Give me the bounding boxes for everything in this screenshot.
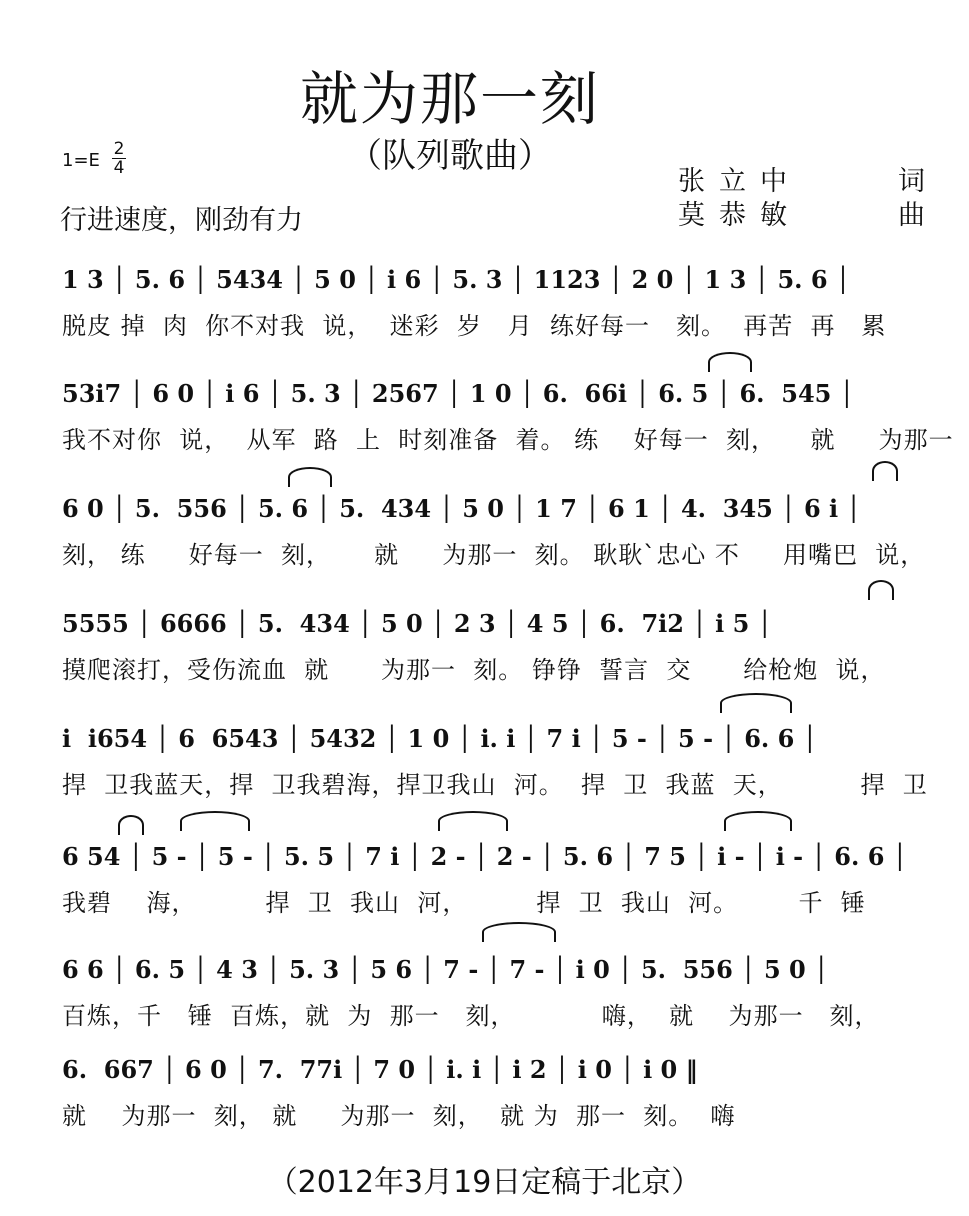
subtitle: （队列歌曲）: [348, 136, 552, 176]
lyrics: 刻， 练 好每一 刻， 就 为那一 刻。 耿耿`忠心 不 用嘴巴 说，: [62, 541, 926, 569]
lyricist: [678, 165, 925, 199]
time-signature: [112, 140, 126, 177]
composer-name: 莫恭敏: [678, 200, 801, 231]
slur-mark: [118, 815, 144, 835]
title: 就为那一刻: [299, 65, 600, 133]
tie-mark: [724, 811, 792, 831]
lyrics: 我不对你 说， 从军 路 上 时刻准备 着。 练 好每一 刻， 就 为那一: [62, 426, 954, 454]
lyrics: 就 为那一 刻， 就 为那一 刻， 就 为 那一 刻。 嗨: [62, 1102, 736, 1130]
composer-role: 曲: [898, 200, 925, 231]
notation: 6 6 │ 6. 5 │ 4 3 │ 5. 3 │ 5 6 │ 7 - │ 7 - │ i 0 │ 5. 556 │ 5 0 │: [62, 955, 829, 984]
notation: 6. 667 │ 6 0 │ 7. 77i │ 7 0 │ i. i │ i 2 │ i 0 │ i 0 ‖: [62, 1055, 698, 1084]
credits: [678, 165, 925, 233]
lyrics: 摸爬滚打，受伤流血 就 为那一 刻。 铮铮 誓言 交 给枪炮 说，: [62, 656, 886, 684]
tie-mark: [482, 922, 556, 942]
tie-mark: [180, 811, 250, 831]
composition-date: （2012年3月19日定稿于北京）: [267, 1165, 702, 1200]
time-signature-top: 2: [113, 139, 125, 159]
slur-mark: [872, 461, 898, 481]
lyrics: 捍 卫我蓝天，捍 卫我碧海，捍卫我山 河。 捍 卫 我蓝 天， 捍 卫: [62, 771, 928, 799]
lyrics: 百炼，千 锤 百炼，就 为 那一 刻， 嗨， 就 为那一 刻，: [62, 1002, 880, 1030]
slur-mark: [288, 467, 332, 487]
composer: [678, 199, 925, 233]
notation: 5555 │ 6666 │ 5. 434 │ 5 0 │ 2 3 │ 4 5 │ 6. 7i2 │ i 5 │: [62, 609, 773, 638]
lyricist-name: 张立中: [678, 166, 801, 197]
composition-note: [0, 1165, 969, 1200]
notation: 6 0 │ 5. 556 │ 5. 6 │ 5. 434 │ 5 0 │ 1 7 │ 6 1 │ 4. 345 │ 6 i │: [62, 494, 861, 523]
slur-mark: [868, 580, 894, 600]
notation: 53i7 │ 6 0 │ i 6 │ 5. 3 │ 2567 │ 1 0 │ 6. 66i │ 6. 5 │ 6. 545 │: [62, 379, 855, 408]
notation: 1 3 │ 5. 6 │ 5434 │ 5 0 │ i 6 │ 5. 3 │ 1123 │ 2 0 │ 1 3 │ 5. 6 │: [62, 265, 851, 294]
tie-mark: [438, 811, 508, 831]
lyrics: 我碧 海， 捍 卫 我山 河， 捍 卫 我山 河。 千 锤: [62, 889, 866, 917]
lyricist-role: 词: [898, 166, 925, 197]
time-signature-bottom: 4: [113, 158, 125, 178]
lyrics: 脱皮 掉 肉 你不对我 说， 迷彩 岁 月 练好每一 刻。 再苦 再 累: [62, 312, 887, 340]
slur-mark: [708, 352, 752, 372]
tempo-marking: 行进速度，刚劲有力: [60, 205, 303, 236]
key-signature: 1=E: [62, 150, 100, 171]
tie-mark: [720, 693, 792, 713]
notation: i i654 │ 6 6543 │ 5432 │ 1 0 │ i. i │ 7 i │ 5 - │ 5 - │ 6. 6 │: [62, 724, 818, 753]
notation: 6 54 │ 5 - │ 5 - │ 5. 5 │ 7 i │ 2 - │ 2 - │ 5. 6 │ 7 5 │ i - │ i - │ 6. 6 │: [62, 842, 908, 871]
